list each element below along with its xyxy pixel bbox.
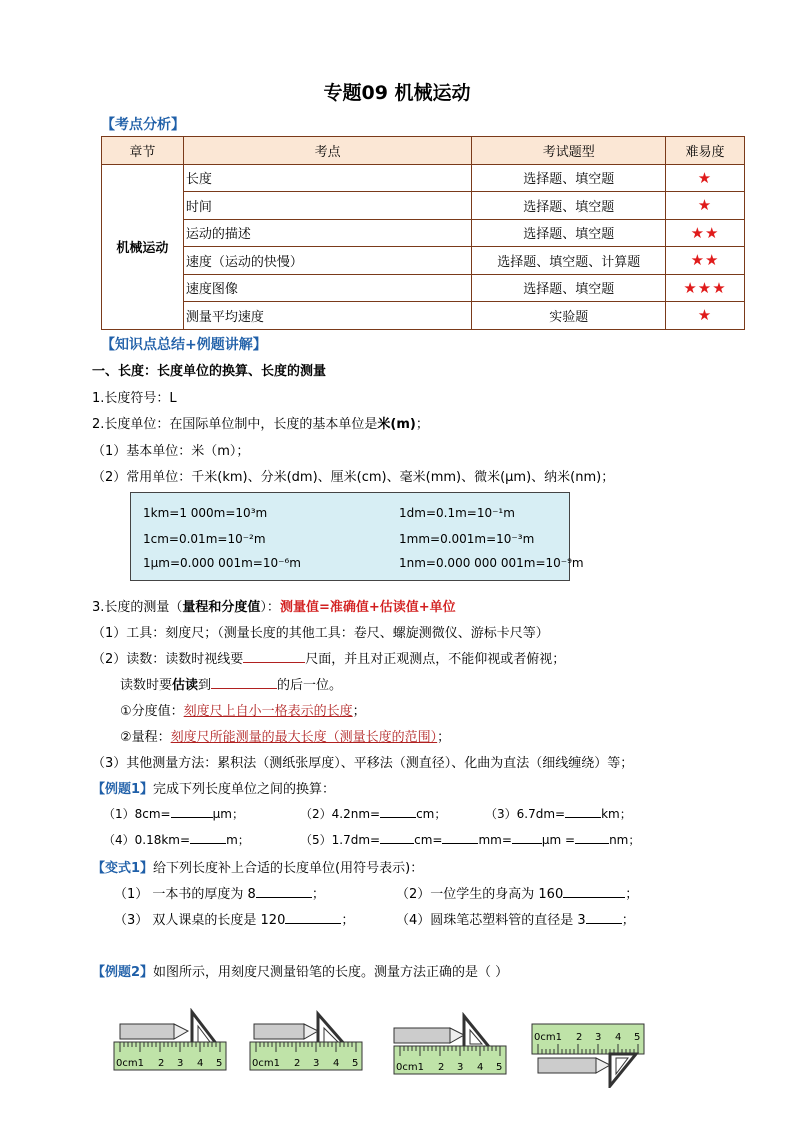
table-row — [102, 247, 745, 275]
blank — [565, 805, 601, 818]
type-cell: 实验题 — [472, 302, 666, 330]
text: ； — [437, 730, 451, 745]
text: （3） 双人课桌的长度是 120 — [114, 913, 286, 928]
ruler-label: 4 — [197, 1058, 204, 1069]
text: （2）读数：读数时视线要 — [92, 652, 244, 667]
exercise-row-1c — [485, 805, 632, 822]
ruler-label: 5 — [634, 1032, 641, 1043]
blank — [211, 676, 277, 689]
topic-cell: 运动的描述 — [183, 219, 471, 247]
type-cell: 选择题、填空题 — [472, 164, 666, 192]
figure-option-a — [112, 1008, 230, 1074]
exercise-5: （5）1.7dm= — [300, 833, 381, 847]
topic-cell: 时间 — [183, 192, 471, 220]
formula-dm: 1dm=0.1m=10⁻¹m — [399, 506, 515, 520]
text: ①分度值： — [120, 704, 184, 719]
ruler-label: 3 — [595, 1032, 602, 1043]
exercise-row-2b — [300, 831, 640, 848]
text: 的后一位。 — [277, 678, 343, 693]
length-unit-line — [92, 413, 429, 432]
variant-q3 — [114, 909, 354, 928]
page-title: 专题09 机械运动 — [323, 82, 471, 104]
figure-option-b — [248, 1008, 366, 1074]
pencil-icon — [394, 1028, 464, 1043]
text: 2.长度单位：在国际单位制中，长度的基本单位是 — [92, 417, 378, 432]
unit: m； — [226, 833, 250, 847]
ruler-label: 2 — [438, 1062, 445, 1073]
type-cell: 选择题、填空题 — [472, 219, 666, 247]
measurement-formula: 测量值=准确值+估读值+单位 — [279, 600, 456, 615]
unit: μm； — [212, 807, 244, 821]
topic-cell: 测量平均速度 — [183, 302, 471, 330]
pencil-icon — [120, 1024, 188, 1039]
unit: mm= — [478, 833, 512, 847]
exercise-3: （3）6.7dm= — [485, 807, 566, 821]
text: 如图所示，用刻度尺测量铅笔的长度。测量方法正确的是（ ） — [153, 965, 509, 980]
table-header-row — [102, 137, 745, 165]
blank — [285, 911, 341, 924]
text: ②量程： — [120, 730, 171, 745]
ruler-label: 0cm1 — [396, 1062, 424, 1073]
text: 给下列长度补上合适的长度单位(用符号表示)： — [153, 861, 424, 876]
range-line — [120, 726, 450, 745]
text: （2）一位学生的身高为 160 — [396, 887, 564, 902]
ruler-label: 3 — [177, 1058, 184, 1069]
exercise-4: （4）0.18km= — [103, 833, 191, 847]
exercise-2: （2）4.2nm= — [300, 807, 381, 821]
ruler-label: 4 — [615, 1032, 622, 1043]
header-chapter: 章节 — [102, 137, 184, 165]
blank — [563, 885, 625, 898]
difficulty-stars: ★★★ — [666, 274, 745, 302]
ruler-label: 2 — [158, 1058, 165, 1069]
blank — [380, 805, 416, 818]
triangle-icon — [192, 1012, 218, 1046]
topic-cell: 长度 — [183, 164, 471, 192]
topic-cell: 速度图像 — [183, 274, 471, 302]
variant-q1 — [114, 883, 325, 902]
ruler-label: 5 — [352, 1058, 359, 1069]
variant-q4 — [396, 909, 635, 928]
triangle-icon — [610, 1054, 636, 1086]
unit: nm； — [609, 833, 641, 847]
ruler-label: 2 — [294, 1058, 301, 1069]
exercise-1: （1）8cm= — [103, 807, 171, 821]
blank — [243, 650, 305, 663]
pencil-icon — [254, 1024, 318, 1039]
table-row — [102, 274, 745, 302]
blank — [512, 831, 542, 844]
triangle-icon — [464, 1016, 490, 1048]
text: 尺面，并且对正观测点，不能仰视或者俯视； — [305, 652, 566, 667]
ruler-label: 5 — [496, 1062, 503, 1073]
variant1-line — [92, 857, 423, 876]
section-summary: 【知识点总结+例题讲解】 — [101, 337, 267, 353]
example1-tag: 【例题1】 — [92, 782, 154, 797]
example1-line — [92, 778, 335, 797]
figure-option-d — [530, 1022, 648, 1088]
heading-length: 一、长度：长度单位的换算、长度的测量 — [92, 364, 327, 379]
example2-line — [92, 961, 508, 980]
formula-cm: 1cm=0.01m=10⁻²m — [143, 532, 266, 546]
text: （1） 一本书的厚度为 8 — [114, 887, 256, 902]
text: ）： — [260, 600, 280, 615]
text: 到 — [198, 678, 212, 693]
ruler-label: 4 — [477, 1062, 484, 1073]
type-cell: 选择题、填空题 — [472, 274, 666, 302]
length-symbol: 1.长度符号：L — [92, 391, 177, 406]
unit: km； — [601, 807, 632, 821]
ruler-label: 0cm1 — [116, 1058, 144, 1069]
answer-division: 刻度尺上自小一格表示的长度 — [183, 704, 353, 719]
blank — [442, 831, 478, 844]
other-methods-line: （3）其他测量方法：累积法（测纸张厚度）、平移法（测直径）、化曲为直法（细线缠绕）等； — [92, 756, 634, 771]
difficulty-stars: ★ — [666, 164, 745, 192]
estimate-word: 估读 — [172, 678, 199, 693]
difficulty-stars: ★ — [666, 192, 745, 220]
type-cell: 选择题、填空题、计算题 — [472, 247, 666, 275]
pencil-icon — [538, 1058, 610, 1073]
variant-q2 — [396, 883, 638, 902]
unit: cm= — [414, 833, 443, 847]
text: 完成下列长度单位之间的换算： — [153, 782, 336, 797]
range-and-division: 量程和分度值 — [182, 600, 261, 615]
formula-nm: 1nm=0.000 000 001m=10⁻⁹m — [399, 556, 584, 570]
blank — [256, 885, 312, 898]
unit: μm = — [541, 833, 576, 847]
conversion-box — [130, 492, 584, 581]
exercise-row-1b — [300, 805, 446, 822]
triangle-icon — [318, 1014, 346, 1046]
table-row — [102, 219, 745, 247]
header-topic: 考点 — [183, 137, 471, 165]
unit: cm； — [416, 807, 447, 821]
table-row — [102, 164, 745, 192]
text: 3.长度的测量（ — [92, 600, 183, 615]
text: （4）圆珠笔芯塑料管的直径是 3 — [396, 913, 586, 928]
blank — [190, 831, 226, 844]
text: ； — [625, 887, 639, 902]
text: ； — [341, 913, 355, 928]
formula-km: 1km=1 000m=10³m — [143, 506, 268, 520]
figure-option-c — [392, 1012, 510, 1078]
text: 读数时要 — [120, 678, 173, 693]
text: ； — [352, 704, 366, 719]
ruler-label: 2 — [576, 1032, 583, 1043]
table-row — [102, 192, 745, 220]
blank — [171, 805, 213, 818]
reading-line — [92, 648, 565, 667]
difficulty-stars: ★★ — [666, 219, 745, 247]
topic-cell: 速度（运动的快慢） — [183, 247, 471, 275]
basic-unit-line: （1）基本单位：米（m）； — [92, 444, 250, 459]
blank — [380, 831, 414, 844]
example2-tag: 【例题2】 — [92, 965, 154, 980]
common-unit-line: （2）常用单位：千米(km)、分米(dm)、厘米(cm)、毫米(mm)、微米(μm)、纳米(nm)； — [92, 470, 615, 485]
text: ； — [621, 913, 635, 928]
header-difficulty: 难易度 — [666, 137, 745, 165]
section-analysis: 【考点分析】 — [101, 117, 185, 133]
ruler-label: 3 — [313, 1058, 320, 1069]
ruler-label: 0cm1 — [252, 1058, 280, 1069]
formula-mm: 1mm=0.001m=10⁻³m — [399, 532, 535, 546]
header-type: 考试题型 — [472, 137, 666, 165]
type-cell: 选择题、填空题 — [472, 192, 666, 220]
estimate-line — [120, 674, 342, 693]
difficulty-stars: ★ — [666, 302, 745, 330]
blank — [586, 911, 622, 924]
exercise-row-1 — [103, 805, 244, 822]
blank — [575, 831, 609, 844]
formula-um: 1μm=0.000 001m=10⁻⁶m — [143, 556, 301, 570]
ruler-label: 3 — [457, 1062, 464, 1073]
answer-range: 刻度尺所能测量的最大长度（测量长度的范围） — [170, 730, 438, 745]
measurement-line — [92, 596, 456, 615]
chapter-cell: 机械运动 — [102, 164, 184, 329]
topic-table — [101, 136, 745, 330]
ruler-label: 4 — [333, 1058, 340, 1069]
basic-unit: 米(m) — [377, 417, 416, 432]
text: ； — [311, 887, 325, 902]
ruler-label: 0cm1 — [534, 1032, 562, 1043]
tool-line: （1）工具：刻度尺；（测量长度的其他工具：卷尺、螺旋测微仪、游标卡尺等） — [92, 626, 549, 641]
ruler-label: 5 — [216, 1058, 223, 1069]
text: ； — [415, 417, 429, 432]
difficulty-stars: ★★ — [666, 247, 745, 275]
exercise-row-2 — [103, 831, 250, 848]
table-row — [102, 302, 745, 330]
variant1-tag: 【变式1】 — [92, 861, 154, 876]
division-value-line — [120, 700, 366, 719]
